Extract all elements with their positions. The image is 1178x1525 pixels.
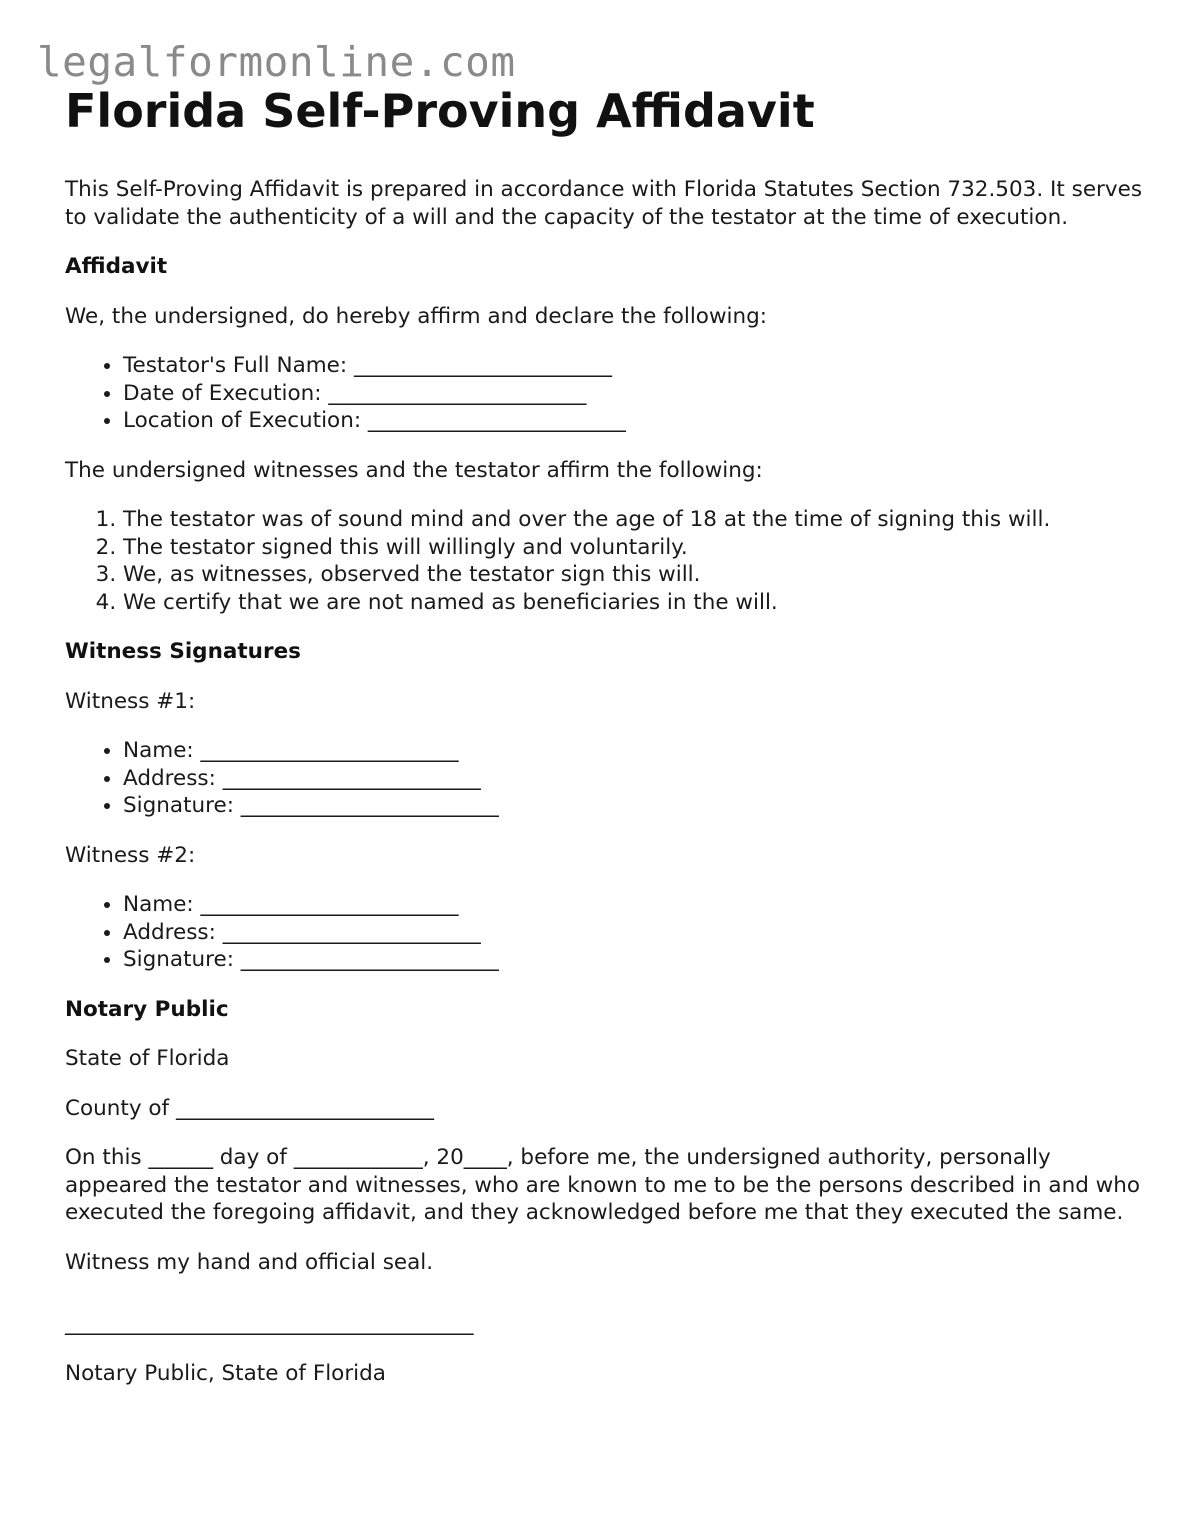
witness1-label: Witness #1: (65, 688, 196, 714)
document (65, 84, 1145, 1409)
affirm-intro-text: The undersigned witnesses and the testator affirm the following: (65, 457, 763, 483)
affirmation-item: 2. The testator signed this will willingly and voluntarily. (123, 534, 1145, 562)
watermark: legalformonline.com (37, 38, 516, 86)
notary-statement: On this ______ day of ____________, 20____, before me, the undersigned authority, personally appeared the testator and witnesses, who are known to me to be the persons described in and who executed the foregoing affidavit, and they acknowledged before me that they executed the same. (65, 1145, 1141, 1225)
affirmation-item: 3. We, as witnesses, observed the testator sign this will. (123, 561, 1145, 589)
affidavit-heading: Affidavit (65, 254, 168, 279)
witness1-signature-field: • Signature: ________________________ (123, 792, 1145, 820)
testator-fields-list (65, 352, 1145, 435)
affirmation-item: 1. The testator was of sound mind and over the age of 18 at the time of signing this will. (123, 506, 1145, 534)
document-title: Florida Self-Proving Affidavit (65, 84, 815, 138)
notary-witness-line: Witness my hand and official seal. (65, 1249, 434, 1275)
witness1-fields-list (65, 737, 1145, 820)
affirmation-item: 4. We certify that we are not named as beneficiaries in the will. (123, 589, 1145, 617)
intro-paragraph: This Self-Proving Affidavit is prepared in accordance with Florida Statutes Section 732.503. It serves to validate the authenticity of a will and the capacity of the testator at the time of execution. (65, 177, 1143, 230)
witness2-address-field: • Address: ________________________ (123, 919, 1145, 947)
witness-signatures-heading: Witness Signatures (65, 639, 301, 664)
testator-name-field: • Testator's Full Name: ________________________ (123, 352, 1145, 380)
witness1-name-field: • Name: ________________________ (123, 737, 1145, 765)
notary-signature-line: ______________________________________ (65, 1311, 474, 1336)
notary-state: State of Florida (65, 1046, 230, 1071)
execution-date-field: • Date of Execution: ________________________ (123, 380, 1145, 408)
notary-signature-label: Notary Public, State of Florida (65, 1360, 386, 1386)
witness1-address-field: • Address: ________________________ (123, 765, 1145, 793)
witness2-label: Witness #2: (65, 842, 196, 868)
witness2-signature-field: • Signature: ________________________ (123, 946, 1145, 974)
witness2-fields-list (65, 891, 1145, 974)
affirmation-list (65, 506, 1145, 616)
notary-heading: Notary Public (65, 996, 229, 1022)
declaration-text: We, the undersigned, do hereby affirm and declare the following: (65, 303, 768, 329)
execution-location-field: • Location of Execution: ________________________ (123, 407, 1145, 435)
notary-county-field: County of ________________________ (65, 1095, 434, 1121)
witness2-name-field: • Name: ________________________ (123, 891, 1145, 919)
